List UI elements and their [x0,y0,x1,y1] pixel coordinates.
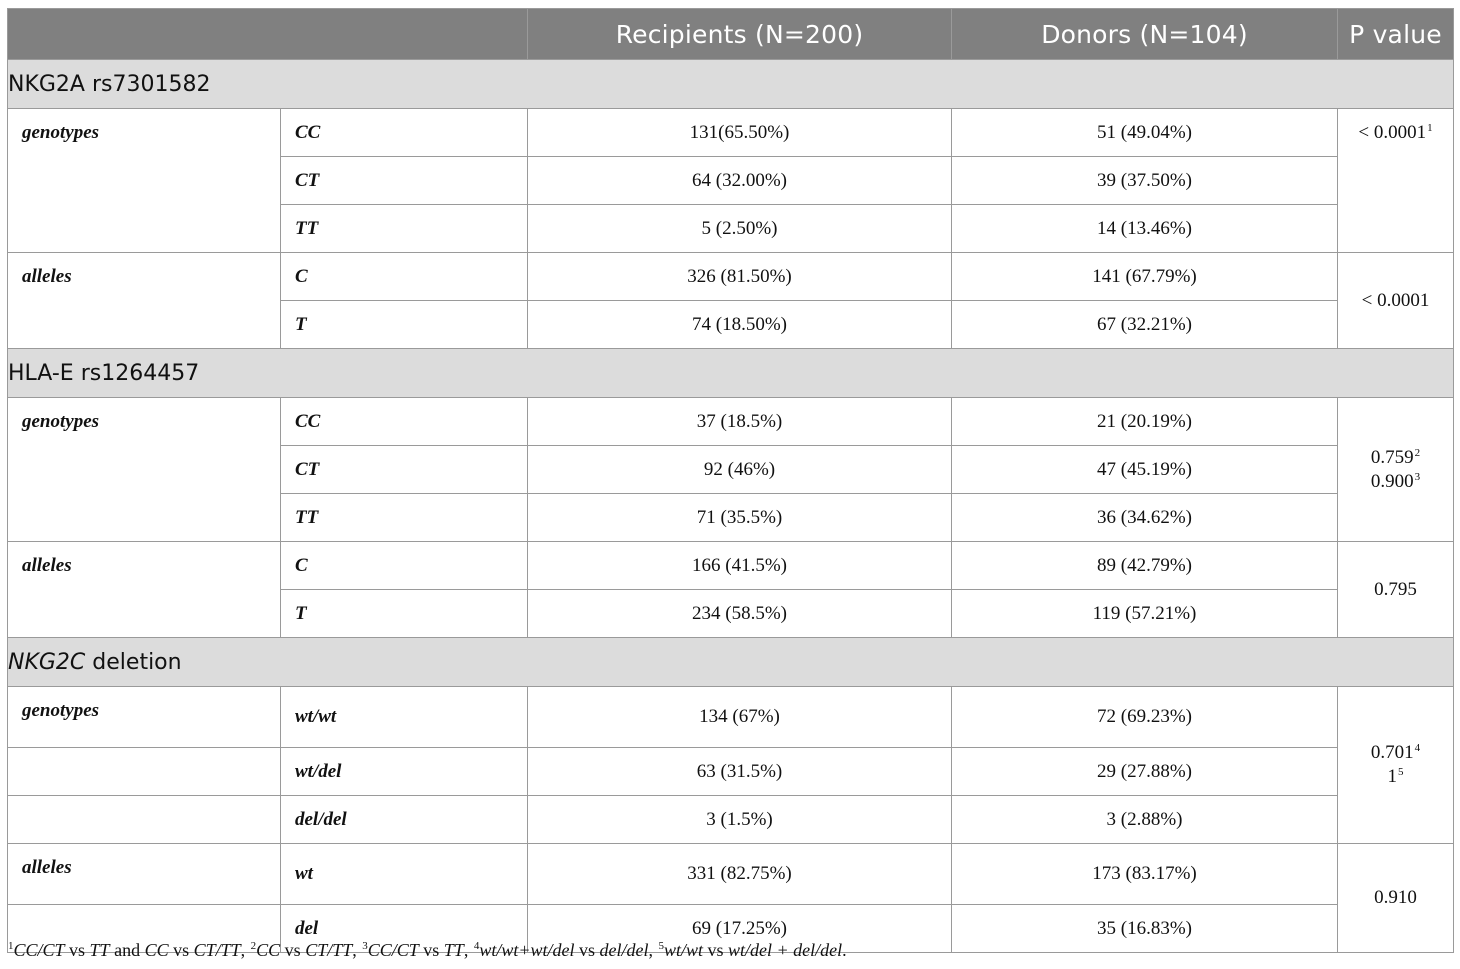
footnote-text: , [648,940,658,960]
section-title-nkg2a: NKG2A rs7301582 [8,60,1454,109]
recipients-value: 134 (67%) [528,687,952,748]
subgroup-label: wt/wt [281,687,528,748]
p-value: < 0.0001 [1361,289,1430,311]
subgroup-label: del/del [281,796,528,844]
group-label: genotypes [8,398,281,542]
section-row [8,349,1454,398]
subgroup-label: TT [281,494,528,542]
subgroup-label: CC [281,109,528,157]
donors-value: 14 (13.46%) [952,205,1338,253]
donors-value: 141 (67.79%) [952,253,1338,301]
donors-value: 72 (69.23%) [952,687,1338,748]
header-blank [8,9,528,60]
subgroup-label: C [281,542,528,590]
recipients-value: 331 (82.75%) [528,844,952,905]
footnote-term: TT [443,940,464,960]
subgroup-label: C [281,253,528,301]
table-row [8,687,1454,748]
footnote-term: CC/CT [367,940,419,960]
footnote-term: wt/wt [663,940,703,960]
empty-cell [8,796,281,844]
table-row [8,398,1454,446]
footnote-text: . [842,940,847,960]
footnote-text: vs [418,940,444,960]
section-title-hla-e: HLA-E rs1264457 [8,349,1454,398]
table-row [8,748,1454,796]
footnote-term: CT/TT [193,940,241,960]
donors-value: 67 (32.21%) [952,301,1338,349]
p-value: 0.795 [1374,578,1417,600]
p-value: 0.900 [1370,470,1414,492]
p-value: 0.910 [1374,887,1417,908]
footnote-marker: 1 [8,940,14,952]
recipients-value: 92 (46%) [528,446,952,494]
table-row [8,844,1454,905]
recipients-value: 63 (31.5%) [528,748,952,796]
recipients-value: 3 (1.5%) [528,796,952,844]
recipients-value: 37 (18.5%) [528,398,952,446]
footnote-text: vs [64,940,90,960]
footnote-text: vs [168,940,194,960]
empty-cell [8,748,281,796]
footnote-term: TT [89,940,110,960]
footnote-marker: 4 [473,940,480,952]
header-row [8,9,1454,60]
group-label: genotypes [8,687,281,748]
table-row [8,253,1454,301]
results-table [7,8,1454,953]
group-label: alleles [8,542,281,638]
footnote-text: , [352,940,362,960]
donors-value: 29 (27.88%) [952,748,1338,796]
table-row [8,796,1454,844]
subgroup-label: wt/del [281,748,528,796]
p-value: 1 [1387,766,1397,787]
header-p-value: P value [1338,9,1454,60]
footnote-text: and [109,940,145,960]
p-value-footnote-ref: 5 [1398,766,1404,778]
section-row [8,60,1454,109]
footnote-term: CC [256,940,281,960]
group-label: alleles [8,253,281,349]
p-value-cell [1338,253,1454,349]
p-value-cell [1338,542,1454,638]
p-value: 0.759 [1370,446,1414,468]
recipients-value: 74 (18.50%) [528,301,952,349]
p-value-cell [1338,109,1454,253]
p-value-cell [1338,398,1454,542]
footnote-text: , [463,940,473,960]
recipients-value: 71 (35.5%) [528,494,952,542]
donors-value: 89 (42.79%) [952,542,1338,590]
donors-value: 173 (83.17%) [952,844,1338,905]
group-label: alleles [8,844,281,905]
subgroup-label: CT [281,446,528,494]
donors-value: 21 (20.19%) [952,398,1338,446]
group-label: genotypes [8,109,281,253]
recipients-value: 234 (58.5%) [528,590,952,638]
section-title-italic: NKG2C [8,649,86,675]
footnote-marker: 3 [362,940,368,952]
subgroup-label: del [281,905,528,953]
footnote-marker: 2 [250,940,257,952]
footnote-term: wt/del + del/del [728,940,843,960]
donors-value: 36 (34.62%) [952,494,1338,542]
p-value: < 0.0001 [1358,122,1427,143]
subgroup-label: T [281,301,528,349]
subgroup-label: T [281,590,528,638]
donors-value: 51 (49.04%) [952,109,1338,157]
p-value-cell [1338,687,1454,844]
footnote-text: vs [280,940,306,960]
subgroup-label: CT [281,157,528,205]
section-title-nkg2c [8,638,1454,687]
table-row [8,109,1454,157]
footnote-term: CC/CT [13,940,65,960]
subgroup-label: TT [281,205,528,253]
donors-value: 35 (16.83%) [952,905,1338,953]
footnote-text: vs [703,940,729,960]
footnote-marker: 5 [658,940,664,952]
donors-value: 47 (45.19%) [952,446,1338,494]
p-value-footnote-ref: 1 [1427,122,1433,134]
subgroup-label: CC [281,398,528,446]
donors-value: 39 (37.50%) [952,157,1338,205]
footnote-term: CC [144,940,169,960]
p-value-cell [1338,844,1454,953]
recipients-value: 64 (32.00%) [528,157,952,205]
section-title-rest: deletion [85,649,182,675]
recipients-value: 5 (2.50%) [528,205,952,253]
subgroup-label: wt [281,844,528,905]
donors-value: 119 (57.21%) [952,590,1338,638]
footnote-term: del/del [599,940,649,960]
section-row [8,638,1454,687]
table-footnote [7,940,1453,961]
p-value-footnote-ref: 3 [1414,470,1421,483]
header-recipients: Recipients (N=200) [528,9,952,60]
table-row [8,542,1454,590]
p-value: 0.701 [1370,742,1414,763]
footnote-text: , [240,940,250,960]
recipients-value: 166 (41.5%) [528,542,952,590]
header-donors: Donors (N=104) [952,9,1338,60]
footnote-term: CT/TT [305,940,353,960]
footnote-text: vs [574,940,600,960]
p-value-footnote-ref: 2 [1414,446,1421,459]
recipients-value: 326 (81.50%) [528,253,952,301]
recipients-value: 69 (17.25%) [528,905,952,953]
donors-value: 3 (2.88%) [952,796,1338,844]
footnote-term: wt/wt+wt/del [479,940,575,960]
p-value-footnote-ref: 4 [1414,742,1421,754]
recipients-value: 131(65.50%) [528,109,952,157]
